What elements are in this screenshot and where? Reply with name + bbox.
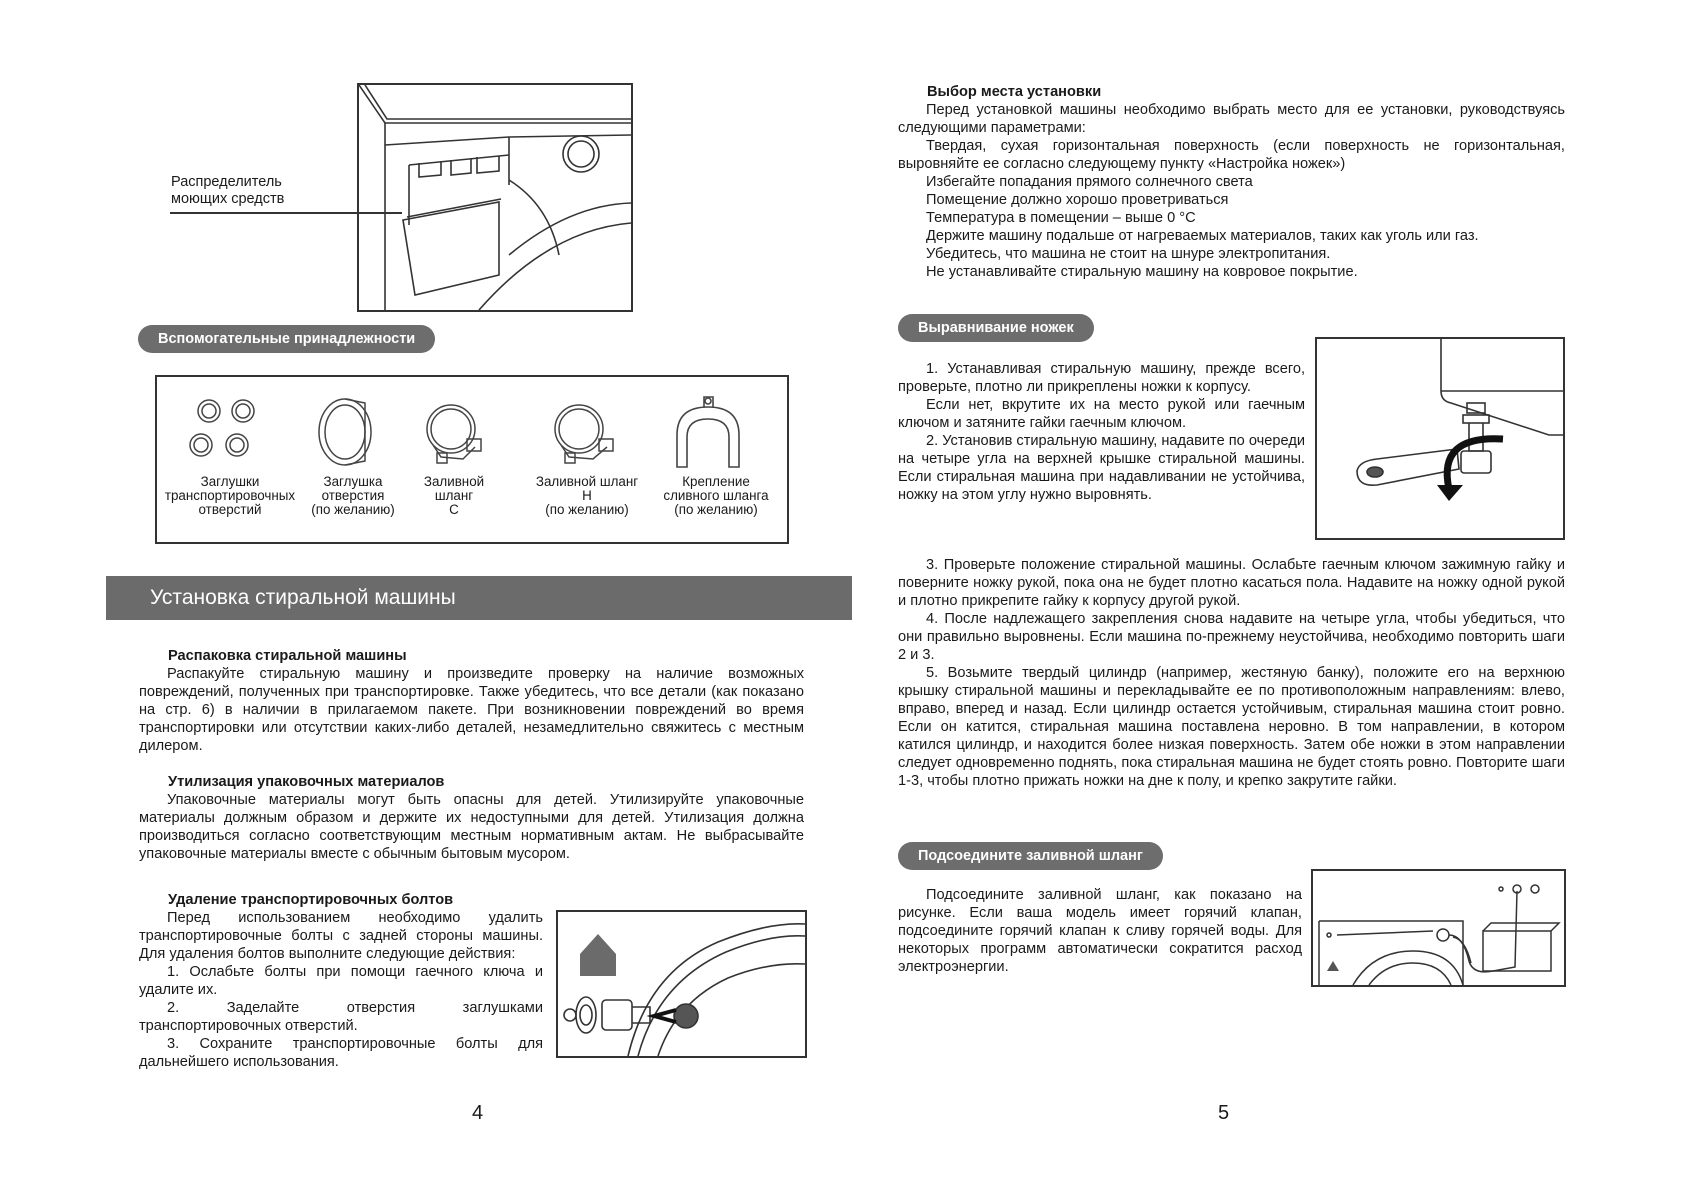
leveling-step-2: 2. Установив стиральную машину, надавите по очереди на четыре угла на верхней крышке стиральной машины. Если стиральная машина при надавливании не устойчива, ножку на этом углу нужно выровнять. — [898, 433, 1305, 503]
warning-shape — [580, 934, 616, 976]
bolts-intro: Перед использованием необходимо удалить транспортировочные болты с задней стороны машины. Для удаления болтов выполните следующие действия: — [139, 910, 543, 962]
location-item-5: Держите машину подальше от нагреваемых материалов, таких как уголь или газ. — [926, 228, 1479, 244]
dispenser-label — [171, 174, 284, 208]
location-item-4: Температура в помещении – выше 0 °С — [926, 210, 1196, 226]
disposal-section — [139, 773, 804, 863]
accessory-2-line-1: Заглушка — [323, 474, 383, 489]
leveling-step-1b: Если нет, вкрутите их на место рукой или гаечным ключом и затяните гайки гаечным ключом. — [898, 397, 1305, 431]
leveling-figure — [1315, 337, 1565, 540]
bolts-title: Удаление транспортировочных болтов — [168, 892, 454, 908]
page-number-right: 5 — [1218, 1102, 1230, 1124]
dispenser-label-line-1: Распределитель — [171, 174, 282, 190]
accessory-5-line-2: сливного шланга — [663, 488, 769, 503]
bolts-step-2: 2. Заделайте отверстия заглушками транспортировочных отверстий. — [139, 1000, 543, 1034]
location-item-6: Убедитесь, что машина не стоит на шнуре электропитания. — [926, 246, 1331, 262]
accessory-1-line-1: Заглушки — [200, 474, 260, 489]
leveling-step-4: 4. После надлежащего закрепления снова надавите на четыре угла, чтобы убедиться, что они правильно выровнены. Если машина по-прежнему неустойчива, необходимо повторить шаги 2 и 3. — [898, 611, 1565, 663]
location-item-7: Не устанавливайте стиральную машину на ковровое покрытие. — [926, 264, 1358, 280]
transport-plugs-icon — [185, 397, 265, 465]
hose-drawing — [1313, 871, 1564, 985]
section-banner: Установка стиральной машины — [106, 576, 852, 620]
accessory-3-line-1: Заливной — [423, 474, 485, 489]
leveling-step-5: 5. Возьмите твердый цилиндр (например, жестяную банку), положите его на верхнюю крышку стиральной машины и перекладывайте ее по противоположным направлениям: влево, вправо, вперед и назад. Если цилиндр остается устойчивым, стиральная машина стоит ровно. Если он катится, стиральная машина поставлена неровно. В том направлении, в котором катился цилиндр, и находится более низкая поверхность. Затем обе ножки в этом направлении следует одновременно поднять, пока стиральная машина не будет стоять ровно. Повторите шаги 1-3, чтобы плотно прижать ножки на дне к полу, и крепко закрутите гайки. — [898, 665, 1565, 789]
accessory-4-line-1: Заливной шланг — [535, 474, 639, 489]
accessory-3-line-2: шланг — [434, 488, 474, 503]
disposal-text: Упаковочные материалы могут быть опасны для детей. Утилизируйте упаковочные материалы должным образом и держите их недоступными для детей. Утилизация должна производиться согласно соответствующим местным нормативным актам. Не выбрасывайте упаковочные материалы вместе с обычным бытовым мусором. — [139, 792, 804, 862]
bolts-step-3: 3. Сохраните транспортировочные болты для дальнейшего использования. — [139, 1036, 543, 1070]
bolts-drawing — [558, 912, 805, 1056]
accessory-3-line-3: С — [449, 502, 459, 517]
leveling-step-3: 3. Проверьте положение стиральной машины. Ослабьте гаечным ключом зажимную гайку и поверните ножку рукой, пока она не будет плотно касаться пола. Надавите на ножку одной рукой и плотно прикрепите гайку к корпусу другой рукой. — [898, 557, 1565, 609]
accessories-box — [155, 375, 789, 544]
location-item-1: Твердая, сухая горизонтальная поверхность (если поверхность не горизонтальная, выровняйте ее согласно следующему пункту «Настройка ножек») — [898, 138, 1565, 172]
accessory-2-line-3: (по желанию) — [311, 502, 395, 517]
accessory-1-line-3: отверстий — [198, 502, 262, 517]
unpacking-section — [139, 647, 804, 755]
disposal-title: Утилизация упаковочных материалов — [168, 774, 445, 790]
location-item-2: Избегайте попадания прямого солнечного света — [926, 174, 1253, 190]
accessory-5-line-3: (по желанию) — [674, 502, 758, 517]
accessory-label-transport-plugs — [157, 475, 303, 517]
location-intro: Перед установкой машины необходимо выбрать место для ее установки, руководствуясь следующими параметрами: — [898, 102, 1565, 136]
accessory-4-line-2: Н — [582, 488, 592, 503]
leveling-step-1: 1. Устанавливая стиральную машину, прежде всего, проверьте, плотно ли прикреплены ножки к корпусу. — [898, 361, 1305, 395]
accessory-2-line-2: отверстия — [321, 488, 385, 503]
page-number-left: 4 — [472, 1102, 484, 1124]
dispenser-drawing — [359, 85, 631, 310]
inlet-hose-c-icon — [423, 395, 485, 473]
unpacking-title: Распаковка стиральной машины — [168, 648, 407, 664]
bolts-section — [139, 891, 543, 1071]
accessory-4-line-3: (по желанию) — [545, 502, 629, 517]
accessory-label-inlet-hose-c — [409, 475, 499, 517]
leveling-text-top — [898, 360, 1305, 504]
inlet-hose-h-icon — [549, 395, 619, 473]
hose-figure — [1311, 869, 1566, 987]
hose-section — [898, 886, 1302, 976]
accessory-5-line-1: Крепление — [682, 474, 750, 489]
unpacking-text: Распакуйте стиральную машину и произведите проверку на наличие возможных повреждений, полученных при транспортировке. Также убедитесь, что все детали (как показано на стр. 6) в наличии в прилагаемом пакете. При возникновении повреждений во время транспортировки или отсутствии каких-либо деталей, незамедлительно свяжитесь с местным дилером. — [139, 666, 804, 754]
leveling-text-bottom — [898, 556, 1565, 790]
accessory-1-line-2: транспортировочных — [164, 488, 296, 503]
location-section — [898, 83, 1565, 281]
drain-hose-bracket-icon — [671, 391, 745, 471]
leveling-foot-drawing — [1317, 339, 1563, 538]
accessory-label-inlet-hose-h — [527, 475, 647, 517]
accessory-label-drain-bracket — [653, 475, 779, 517]
hose-text: Подсоедините заливной шланг, как показано на рисунке. Если ваша модель имеет горячий клапан, подсоедините горячий клапан к сливу горячей воды. Для некоторых программ автоматически сократится расход электроэнергии. — [898, 887, 1302, 975]
accessory-label-hole-plug — [303, 475, 403, 517]
dispenser-label-line-2: моющих средств — [171, 191, 285, 207]
dispenser-leader-line — [170, 212, 402, 214]
location-item-3: Помещение должно хорошо проветриваться — [926, 192, 1229, 208]
bolts-figure — [556, 910, 807, 1058]
dispenser-figure — [357, 83, 633, 312]
leveling-pill: Выравнивание ножек — [898, 314, 1094, 342]
bolts-step-1: 1. Ослабьте болты при помощи гаечного ключа и удалите их. — [139, 964, 543, 998]
hole-plug-icon — [315, 395, 375, 469]
accessories-pill: Вспомогательные принадлежности — [138, 325, 435, 353]
location-title: Выбор места установки — [927, 84, 1102, 100]
hose-pill: Подсоедините заливной шланг — [898, 842, 1163, 870]
